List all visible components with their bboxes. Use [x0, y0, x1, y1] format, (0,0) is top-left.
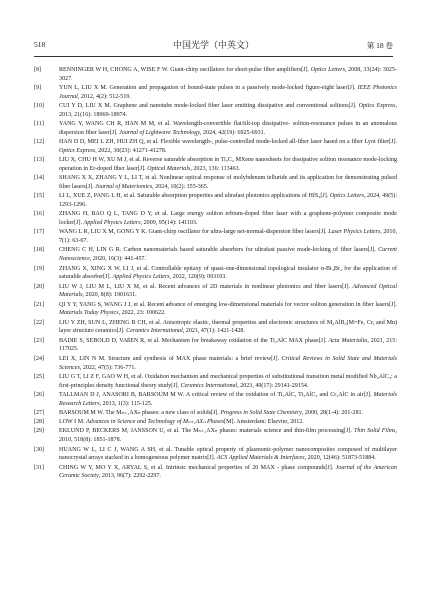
reference-details: , 2021, 215: 117025. [59, 337, 397, 353]
reference-journal: IEEE Photonics Journal [59, 85, 398, 100]
reference-authors-title: CHENG C H, LIN G R. Carbon nanomaterials based saturable absorbers for ultrafast passive mode-locking of fiber lasers[J]. [59, 247, 379, 254]
reference-text [59, 210, 397, 228]
reference-text [59, 446, 397, 464]
reference-item [34, 427, 397, 445]
reference-number: [18] [34, 247, 45, 254]
reference-text [59, 319, 397, 337]
reference-journal: Materials Research Letters [59, 391, 397, 407]
reference-text [59, 156, 397, 174]
reference-text [59, 84, 397, 102]
reference-details: , 2008, 33(24): 3025-3027. [59, 67, 397, 82]
reference-number: [12] [34, 139, 45, 146]
reference-number: [16] [34, 211, 45, 218]
reference-authors-title: EKLUND P, BECKERS M, JANSSON U, et al. The Mₙ₊₁AXₙ phases: materials science and thin-film processing[J]. [59, 428, 354, 435]
reference-journal: Advances in Science and Technology of Mₙ₊₁AXₙ Phases [86, 419, 225, 426]
reference-item [34, 446, 397, 464]
reference-authors-title: QI Y Y, YANG S, WANG J J, et al. Recent advance of emerging low-dimensional materials for vector soliton generation in fiber lasers[J]. [59, 301, 397, 308]
reference-text [59, 373, 397, 391]
reference-journal: Journal of the American Ceramic Society [59, 464, 398, 480]
reference-authors-title: HAN D D, MEI L ZH, HUI ZH Q, et al. Flexible wavelength-, pulse-controlled mode-locked all-fiber laser based on a fiber Lyot filter[J]. [59, 139, 397, 146]
reference-item [34, 337, 397, 355]
reference-number: [27] [34, 409, 45, 416]
reference-number: [10] [34, 103, 45, 110]
reference-journal: Acta Materialia [328, 337, 368, 344]
reference-number: [30] [34, 446, 45, 453]
reference-authors-title: LIU X, CHU H W, XU M J, et al. Reverse saturable absorption in Ti₃C₂ MXene nanosheets for dissipative soliton resonance mode-locking operation in Er-doped fiber laser[J]. [59, 157, 397, 172]
reference-item [34, 409, 397, 418]
reference-item [34, 120, 397, 138]
reference-journal: Ceramics International [180, 382, 238, 389]
reference-number: [17] [34, 229, 45, 236]
reference-number: [9] [34, 85, 42, 92]
reference-text [59, 301, 397, 319]
reference-authors-title: RENNINGER W H, CHONG A, WISE F W. Giant-chirp oscillators for short-pulse fiber amplifiers[J]. [59, 67, 311, 73]
reference-text [59, 337, 397, 355]
reference-item [34, 319, 397, 337]
reference-details: , 2000, 28(1-4): 201-281. [301, 409, 364, 416]
reference-item [34, 301, 397, 319]
reference-item [34, 102, 397, 120]
reference-item [34, 246, 397, 264]
reference-authors-title: BADIE S, SEBOLD D, VAßEN R, et al. Mechanism for breakaway oxidation of the Ti₂AlC MAX phase[J]. [59, 337, 329, 344]
reference-text [59, 228, 397, 246]
reference-details: , 2024, 10(2): 355-365. [152, 184, 209, 191]
header-rule [34, 56, 393, 57]
reference-authors-title: WANG L R, LIU X M, GONG Y K. Giant-chirp oscillator for ultra-large net-normal-dispersion fiber lasers[J]. [59, 229, 329, 236]
reference-number: [25] [34, 373, 45, 380]
journal-title: 中国光学（中英文） [172, 40, 254, 50]
reference-details: , 2012, 4(2): 512-519. [77, 93, 131, 100]
reference-authors-title: HUANG W L, LI C J, WANG A SH, et al. Tunable optical property of plasmonic-polymer nanocomposites composed of multilayer nanocrystal arrays stacked in a homogeneous polymer matrix[J]. [59, 446, 397, 462]
reference-number: [19] [34, 265, 45, 272]
reference-item [34, 174, 397, 192]
reference-journal: Applied Physics Letters [112, 274, 170, 281]
reference-text [59, 464, 397, 482]
reference-number: [13] [34, 157, 45, 164]
reference-journal: Optics Letters [310, 67, 345, 73]
reference-text [59, 192, 397, 210]
reference-item [34, 283, 397, 301]
reference-details: , 2020, 16(3): 441-457. [89, 256, 147, 263]
reference-authors-title: ZHANG X, XING X W, LI J, et al. Controllable epitaxy of quasi-one-dimensional topological insulator α-Bi₄Br₄ for the application of saturable absorber[J]. [59, 265, 397, 281]
reference-details: , 2020, 12(46): 51873-51884. [304, 455, 376, 462]
reference-item [34, 192, 397, 210]
reference-details: [M]. Amsterdam: Elsevier, 2012. [224, 419, 304, 426]
reference-journal: ACS Applied Materials & Interfaces [216, 455, 305, 462]
reference-journal: Applied Physics Letters [83, 220, 141, 227]
reference-details: , 2023, 136: 113463. [190, 165, 241, 172]
reference-text [59, 265, 397, 283]
reference-authors-title: CHING W Y, MO Y X, ARYAL S, et al. Intrinsic mechanical properties of 20 MAX - phase compounds[J]. [59, 464, 336, 471]
reference-authors-title: LEI X, LIN N M. Structure and synthesis of MAX phase materials: a brief review[J]. [59, 355, 282, 362]
reference-text [59, 66, 397, 84]
reference-item [34, 355, 397, 373]
reference-details: , 2013, 1(3): 115-125. [99, 400, 153, 407]
reference-text [59, 427, 397, 445]
reference-journal: Current Nanoscience [59, 247, 397, 263]
reference-text [59, 283, 397, 301]
reference-item [34, 418, 397, 427]
reference-number: [20] [34, 283, 45, 290]
reference-text [59, 138, 397, 156]
volume-label: 第 18 卷 [366, 41, 393, 50]
reference-item [34, 84, 397, 102]
reference-text [59, 102, 397, 120]
reference-journal: Ceramics International [126, 328, 183, 335]
reference-journal: Optics Express [358, 103, 396, 110]
reference-details: , 2024, 42(19): 6925-6931. [200, 129, 266, 136]
reference-item [34, 391, 397, 409]
reference-authors-title: LI L, XUE Z, PANG L H, et al. Saturable absorption properties and ultrafast photonics applications of HfS₂[J]. [59, 193, 330, 200]
reference-authors-title: LIU W J, LIU M L, LIU X M, et al. Recent advances of 2D materials in nonlinear photonics and fiber lasers[J]. [59, 283, 353, 290]
reference-authors-title: BARSOUM M W. The Mₙ₊₁AXₙ phases: a new class of solids[J]. [59, 409, 221, 416]
reference-details: , 2010, 7(1): 63-67. [59, 229, 397, 245]
reference-number: [11] [34, 121, 44, 128]
reference-text [59, 246, 397, 264]
reference-authors-title: YUN L, LIU X M. Generation and propagation of bound-state pulses in a passively mode-locked figure-eight laser[J]. [59, 85, 358, 92]
reference-item [34, 373, 397, 391]
reference-authors-title: LOW I M. [59, 419, 87, 426]
reference-item [34, 265, 397, 283]
reference-item [34, 156, 397, 174]
reference-number: [31] [34, 464, 45, 471]
reference-text [59, 174, 397, 192]
reference-number: [23] [34, 337, 45, 344]
reference-item [34, 138, 397, 156]
reference-journal: Journal of Materiomics [95, 184, 153, 191]
reference-authors-title: TALLMAN D J, ANASORI B, BARSOUM M W. A critical review of the oxidation of Ti₂AlC, Ti₃AlC₂ and Cr₂AlC in air[J]. [59, 391, 374, 398]
reference-journal: Materials Today Physics [59, 310, 119, 317]
reference-details: , 2022, 23: 100622. [118, 310, 166, 317]
reference-text [59, 120, 397, 138]
reference-journal: Optics Express [59, 147, 96, 154]
reference-authors-title: CUI Y D, LIU X M. Graphene and nanotube mode-locked fiber laser emitting dissipative and conventional solitons[J]. [59, 103, 359, 110]
reference-authors-title: LIU G T, LI Z F, GAO W H, et al. Oxidation mechanism and mechanical properties of substitutional transition metal modified Nb₄AlC₃: a first-principles density functional theory study[J]. [59, 373, 397, 389]
reference-journal: Advanced Optical Materials [59, 283, 397, 299]
reference-details: , 2023, 49(17): 29141-29154. [237, 382, 309, 389]
reference-text [59, 391, 397, 409]
reference-number: [22] [34, 319, 45, 326]
reference-number: [15] [34, 193, 45, 200]
reference-number: [14] [34, 175, 45, 182]
reference-item [34, 228, 397, 246]
reference-authors-title: SHANG X X, ZHANG Y L, LI T, et al. Nonlinear optical response of molybdenum telluride and its application for demonstrating pulsed fiber lasers[J]. [59, 175, 397, 191]
reference-journal: Laser Physics Letters [328, 229, 381, 236]
reference-details: , 2010, 518(8): 1851-1878. [59, 428, 397, 444]
reference-authors-title: YANG Y, WANG CH R, HAN M M, et al. Wavelength-convertible flat/tilt-top dissipative- soliton-resonance pulses in an anomalous dispersion fiber laser[J]. [59, 121, 397, 136]
reference-journal: Thin Solid Films [353, 428, 396, 435]
reference-number: [8] [34, 67, 42, 73]
reference-list [34, 66, 397, 482]
reference-details: , 2009, 95(14): 141103. [140, 220, 198, 227]
reference-details: , 2021, 47(1): 1421-1428. [182, 328, 245, 335]
reference-authors-title: ZHANG H, BAO Q L, TANG D Y, et al. Large energy soliton erbium-doped fiber laser with a graphene-polymer composite mode locker[J]. [59, 211, 397, 227]
reference-authors-title: LIU Y ZH, SUN L, ZHENG B CH, et al. Anisotropic elastic, thermal properties and electronic structures of M₂AlB₂(M=Fe, Cr, and Mn) layer structure ceramics[J]. [59, 319, 397, 335]
page-header [34, 38, 393, 52]
reference-journal: Critical Reviews in Solid State and Materials Sciences [59, 355, 397, 371]
reference-number: [24] [34, 355, 45, 362]
reference-details: , 2024, 49(5): 1293-1296. [59, 193, 397, 209]
reference-number: [21] [34, 301, 45, 308]
reference-number: [26] [34, 391, 45, 398]
reference-details: , 2022, 120(9): 093103. [169, 274, 227, 281]
page-number: 518 [34, 40, 46, 49]
reference-number: [29] [34, 428, 45, 435]
reference-number: [28] [34, 419, 45, 426]
reference-text [59, 355, 397, 373]
reference-journal: Optical Materials [147, 165, 191, 172]
reference-journal: Optics Letters [329, 193, 364, 200]
reference-text [59, 409, 397, 418]
reference-details: , 2020, 8(8): 1901631. [82, 292, 137, 299]
reference-text [59, 418, 397, 427]
reference-item [34, 464, 397, 482]
reference-journal: Progress in Solid State Chemistry [220, 409, 302, 416]
reference-details: , 2022, 30(23): 41271-41278. [95, 147, 167, 154]
reference-details: , 2013, 96(7): 2292-2297. [98, 473, 161, 480]
reference-journal: Journal of Lightwave Technology [119, 129, 201, 136]
reference-item [34, 210, 397, 228]
reference-details: , 2013, 21(16): 18969-18974. [59, 103, 397, 118]
reference-details: , 2022, 47(5): 736-771. [79, 364, 136, 371]
reference-item [34, 66, 397, 84]
